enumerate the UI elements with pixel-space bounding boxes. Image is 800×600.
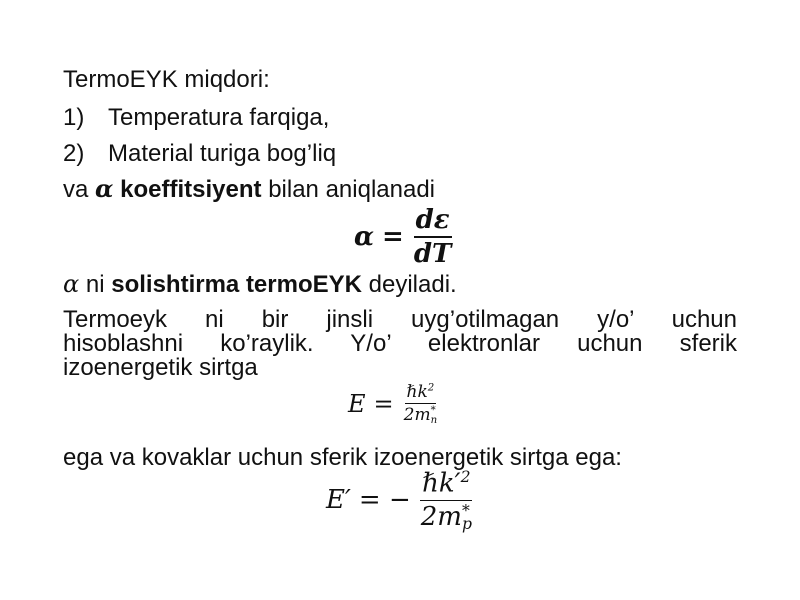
- list-item-1-text: Temperatura farqiga,: [108, 104, 330, 131]
- formula2-den-sub: n: [430, 414, 438, 426]
- formula3-equals: = −: [358, 484, 411, 515]
- formula3-numerator: [420, 468, 472, 501]
- list-item-1: [63, 104, 329, 132]
- formula2-den-sup: *: [430, 404, 436, 416]
- list-item-2-text: Material turiga bog’liq: [108, 140, 337, 167]
- text-line-termoeyk-miqdori: TermoEYK miqdori:: [63, 66, 270, 93]
- formula1-numerator: dε: [414, 205, 452, 238]
- formula2-equals: =: [373, 389, 394, 418]
- formula3-lhs: E′: [326, 484, 351, 515]
- list-item-2-number: 2): [63, 140, 85, 167]
- alpha-symbol: α: [95, 174, 114, 203]
- formula2-lhs: E: [348, 389, 366, 418]
- formula3-num-base: ℏk′: [422, 468, 461, 499]
- formula-hole-energy: [326, 468, 474, 532]
- text-bilan-aniqlanadi: bilan aniqlanadi: [261, 176, 436, 203]
- bold-koeffitsiyent: koeffitsiyent: [120, 176, 262, 203]
- formula3-den-sup: *: [461, 501, 470, 520]
- text-deyiladi: deyiladi.: [361, 271, 457, 298]
- formula2-den-base: 2m: [403, 405, 431, 425]
- formula3-denominator: [419, 501, 474, 532]
- formula1-lhs: α: [354, 222, 375, 252]
- text-line-kovaklar: ega va kovaklar uchun sferik izoenergetik sirtga ega:: [63, 444, 622, 471]
- list-item-2: [63, 140, 336, 168]
- formula1-fraction: [412, 205, 454, 269]
- paragraph-line-3: izoenergetik sirtga: [63, 354, 258, 381]
- formula2-denominator: [402, 404, 440, 426]
- list-item-1-number: 1): [63, 104, 85, 131]
- formula2-num-sup: 2: [427, 382, 435, 394]
- formula-electron-energy: [348, 382, 439, 426]
- text-line-solishtirma: [63, 270, 457, 299]
- formula-alpha-definition: [354, 205, 453, 269]
- formula2-numerator: [405, 382, 437, 404]
- text-va: va: [63, 176, 96, 203]
- formula2-fraction: [402, 382, 440, 426]
- text-line-koeffitsiyent: [63, 175, 435, 204]
- paragraph-line-1: Termoeyk ni bir jinsli uyg’otilmagan y/o’ uchun: [63, 306, 737, 333]
- formula3-fraction: [419, 468, 474, 532]
- paragraph-line-2: hisoblashni ko’raylik. Y/o’ elektronlar uchun sferik: [63, 330, 737, 357]
- formula1-denominator: dT: [413, 239, 452, 269]
- alpha-symbol-2: α: [63, 270, 80, 298]
- formula3-num-sup: 2: [460, 468, 471, 486]
- formula1-equals: =: [382, 222, 404, 252]
- bold-solishtirma-termoeyk: solishtirma termoEYK: [111, 271, 362, 298]
- formula2-num-base: ℏk: [406, 382, 428, 402]
- text-ni: ni: [79, 271, 112, 298]
- formula3-den-base: 2m: [420, 501, 462, 532]
- formula3-den-sub: p: [461, 514, 472, 533]
